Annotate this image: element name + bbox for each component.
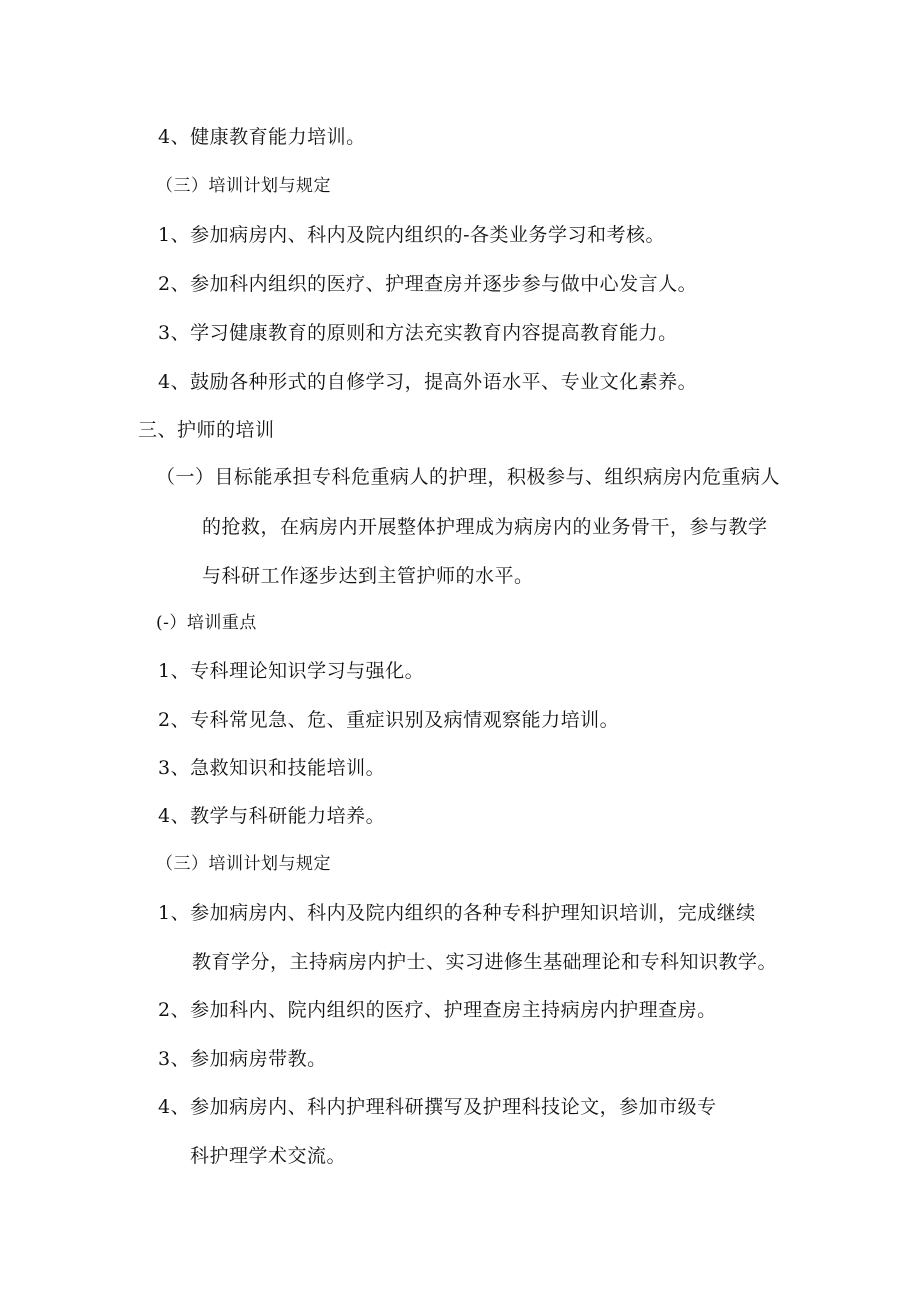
text-line-2: （三）培训计划与规定 bbox=[156, 176, 331, 196]
section-heading: 三、护师的培训 bbox=[138, 419, 275, 441]
text-line-3: 1、参加病房内、科内及院内组织的-各类业务学习和考核。 bbox=[158, 224, 666, 246]
text-line-13: 2、专科常见急、危、重症识别及病情观察能力培训。 bbox=[158, 709, 620, 731]
text-line-8: （一）目标能承担专科危重病人的护理，积极参与、组织病房内危重病人 bbox=[156, 466, 781, 488]
text-line-19: 2、参加科内、院内组织的医疗、护理查房主持病房内护理查房。 bbox=[158, 999, 717, 1021]
text-line-12: 1、专科理论知识学习与强化。 bbox=[158, 660, 425, 682]
text-line-6: 4、鼓励各种形式的自修学习，提高外语水平、专业文化素养。 bbox=[158, 371, 698, 393]
text-line-22: 科护理学术交流。 bbox=[190, 1145, 347, 1167]
text-line-15: 4、教学与科研能力培养。 bbox=[158, 805, 386, 827]
text-line-21: 4、参加病房内、科内护理科研撰写及护理科技论文，参加市级专 bbox=[158, 1096, 717, 1118]
text-line-9: 的抢救，在病房内开展整体护理成为病房内的业务骨干，参与教学 bbox=[202, 516, 768, 538]
text-line-16: （三）培训计划与规定 bbox=[156, 854, 331, 874]
text-line-17: 1、参加病房内、科内及院内组织的各种专科护理知识培训，完成继续 bbox=[158, 902, 756, 924]
text-line-20: 3、参加病房带教。 bbox=[158, 1048, 327, 1070]
text-line-1: 4、健康教育能力培训。 bbox=[158, 126, 366, 148]
text-line-5: 3、学习健康教育的原则和方法充实教育内容提高教育能力。 bbox=[158, 322, 678, 344]
text-line-18: 教育学分，主持病房内护士、实习进修生基础理论和专科知识教学。 bbox=[192, 951, 778, 973]
text-line-4: 2、参加科内组织的医疗、护理查房并逐步参与做中心发言人。 bbox=[158, 273, 698, 295]
text-line-14: 3、急救知识和技能培训。 bbox=[158, 757, 386, 779]
text-line-11: (-）培训重点 bbox=[156, 613, 257, 633]
text-line-10: 与科研工作逐步达到主管护师的水平。 bbox=[202, 565, 534, 587]
